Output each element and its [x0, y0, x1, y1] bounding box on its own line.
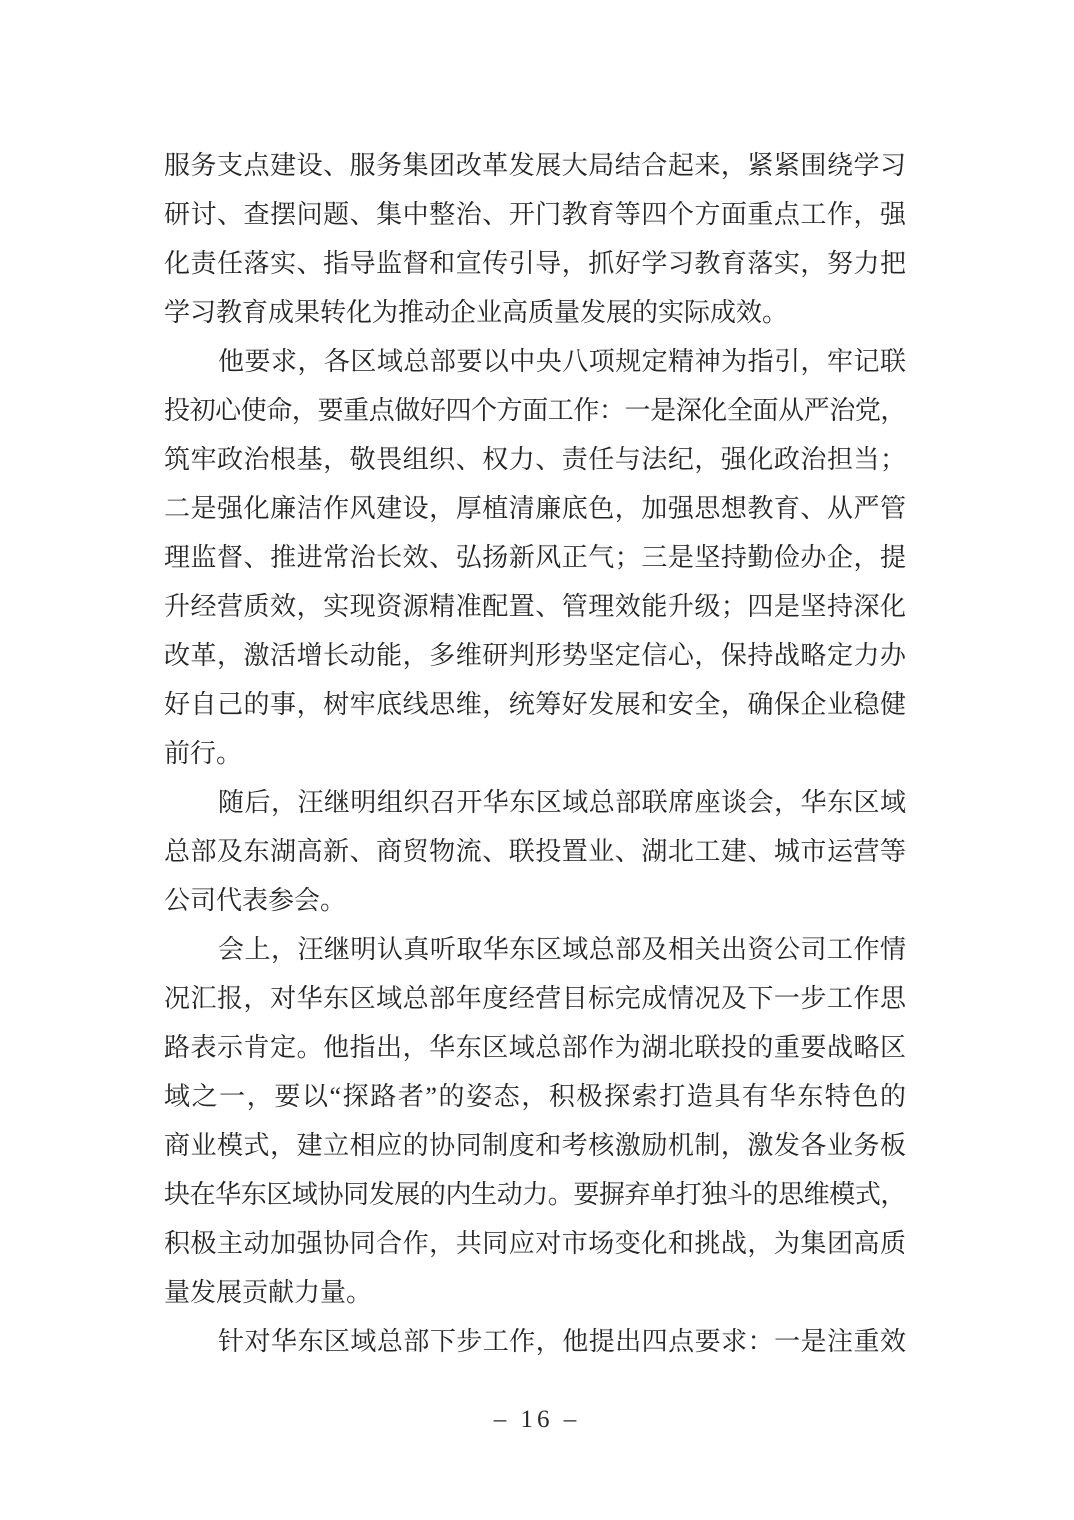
text-line: 量发展贡献力量。 — [164, 1278, 373, 1307]
text-line: 针对华东区域总部下步工作，他提出四点要求：一是注重效 — [218, 1327, 906, 1356]
text-line: 况汇报，对华东区域总部年度经营目标完成情况及下一步工作思 — [164, 984, 906, 1013]
text-line: 学习教育成果转化为推动企业高质量发展的实际成效。 — [164, 298, 789, 327]
text-line: 积极主动加强协同合作，共同应对市场变化和挑战，为集团高质 — [164, 1229, 906, 1258]
text-line: 他要求，各区域总部要以中央八项规定精神为指引，牢记联 — [218, 347, 906, 376]
text-line: 二是强化廉洁作风建设，厚植清廉底色，加强思想教育、从严管 — [164, 494, 906, 523]
text-line: 块在华东区域协同发展的内生动力。要摒弃单打独斗的思维模式， — [164, 1180, 907, 1209]
text-line: 公司代表参会。 — [164, 886, 347, 915]
document-text — [164, 141, 906, 1366]
text-line: 总部及东湖高新、商贸物流、联投置业、湖北工建、城市运营等 — [164, 837, 906, 866]
text-line: 服务支点建设、服务集团改革发展大局结合起来，紧紧围绕学习 — [164, 151, 906, 180]
text-line: 域之一，要以“探路者”的姿态，积极探索打造具有华东特色的 — [164, 1082, 906, 1111]
text-line: 改革，激活增长动能，多维研判形势坚定信心，保持战略定力办 — [164, 641, 906, 670]
text-line: 投初心使命，要重点做好四个方面工作：一是深化全面从严治党， — [164, 396, 907, 425]
text-line: 前行。 — [164, 739, 243, 768]
text-line: 理监督、推进常治长效、弘扬新风正气；三是坚持勤俭办企，提 — [164, 543, 906, 572]
text-line: 会上，汪继明认真听取华东区域总部及相关出资公司工作情 — [218, 935, 906, 964]
text-line: 好自己的事，树牢底线思维，统筹好发展和安全，确保企业稳健 — [164, 690, 906, 719]
text-line: 商业模式，建立相应的协同制度和考核激励机制，激发各业务板 — [164, 1131, 906, 1160]
text-line: 筑牢政治根基，敬畏组织、权力、责任与法纪，强化政治担当； — [164, 445, 906, 474]
text-line: 研讨、查摆问题、集中整治、开门教育等四个方面重点工作，强 — [164, 200, 906, 229]
text-line: 随后，汪继明组织召开华东区域总部联席座谈会，华东区域 — [218, 788, 906, 817]
text-line: 路表示肯定。他指出，华东区域总部作为湖北联投的重要战略区 — [164, 1033, 906, 1062]
text-line: 升经营质效，实现资源精准配置、管理效能升级；四是坚持深化 — [164, 592, 906, 621]
text-line: 化责任落实、指导监督和宣传引导，抓好学习教育落实，努力把 — [164, 249, 906, 278]
footer-page-number: – 16 – — [493, 1406, 581, 1433]
